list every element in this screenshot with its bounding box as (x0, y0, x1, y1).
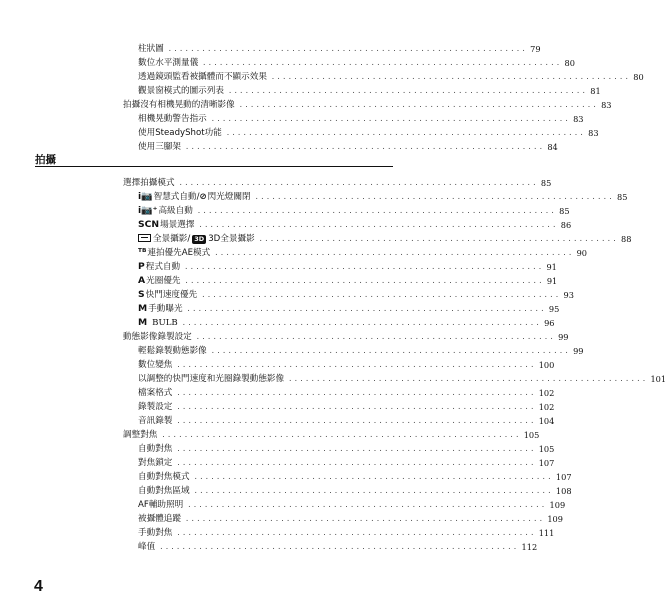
toc-entry-shake-warning[interactable] (138, 110, 584, 124)
toc-entry-page: 107 (555, 472, 572, 482)
toc-entry-label: 數位水平測量儀 (138, 58, 199, 68)
toc-entry-page: 108 (555, 486, 572, 496)
toc-entry-label: 光圈優先 (146, 276, 181, 286)
flash-off-icon: ⊘ (199, 192, 207, 202)
toc-entry-label: 輕鬆錄製動態影像 (138, 346, 207, 356)
leader-dots: ................................................................ (210, 115, 571, 123)
toc-entry-label: 峰值 (138, 542, 156, 552)
toc-entry-autofocus[interactable] (138, 440, 555, 454)
toc-entry-page: 104 (538, 416, 555, 426)
leader-dots: ................................................................ (210, 347, 571, 355)
toc-entry-label: 自動對焦 (138, 444, 173, 454)
manual-mode-icon: M (138, 317, 148, 328)
toc-entry-label: 相機晃動警告指示 (138, 114, 207, 124)
toc-entry-page: 111 (538, 528, 555, 538)
toc-entry-label: 選擇拍攝模式 (123, 178, 175, 188)
leader-dots: ................................................................ (270, 73, 631, 81)
leader-dots: ................................................................ (176, 417, 536, 425)
toc-entry-af-area[interactable] (138, 482, 572, 496)
leader-dots: ................................................................ (193, 487, 553, 495)
toc-entry-manual-exposure[interactable] (138, 300, 560, 314)
leader-dots: ................................................................ (159, 543, 519, 551)
leader-dots: ................................................................ (254, 193, 614, 201)
toc-entry-label: 快門速度優先 (145, 290, 198, 300)
toc-entry-program-auto[interactable] (138, 258, 557, 272)
toc-entry-steadyshot[interactable] (138, 124, 599, 138)
toc-entry-label: AF輔助照明 (138, 500, 184, 510)
toc-entry-label: 場景選擇 (160, 220, 195, 230)
leader-dots: ................................................................ (187, 501, 547, 509)
toc-entry-shutter-priority[interactable] (138, 286, 574, 300)
toc-entry-intelligent-auto[interactable] (138, 188, 628, 202)
toc-entry-digital-level[interactable] (138, 54, 575, 68)
section-divider (35, 166, 393, 167)
toc-entry-page: 88 (621, 234, 632, 244)
toc-entry-page: 85 (559, 206, 570, 216)
toc-entry-file-format[interactable] (138, 384, 555, 398)
toc-entry-page: 105 (523, 430, 540, 440)
toc-entry-label: BULB (152, 318, 178, 328)
toc-entry-bulb[interactable] (138, 314, 555, 328)
toc-entry-manual-focus[interactable] (138, 524, 555, 538)
toc-entry-audio-recording[interactable] (138, 412, 555, 426)
leader-dots: ................................................................ (195, 333, 556, 341)
toc-entry-label: 自動對焦模式 (138, 472, 190, 482)
toc-entry-label: 被攝體追蹤 (138, 514, 181, 524)
leader-dots: ................................................................ (186, 305, 546, 313)
toc-entry-page: 109 (549, 500, 566, 510)
leader-dots: ................................................................ (227, 87, 588, 95)
toc-entry-label: 連拍優先AE模式 (147, 248, 211, 258)
leader-dots: ................................................................ (201, 291, 561, 299)
toc-entry-page: 83 (601, 100, 612, 110)
leader-dots: ................................................................ (258, 235, 618, 243)
toc-entry-tripod[interactable] (138, 138, 558, 152)
toc-entry-label: 透過鏡頭監看被攝體而不顯示效果 (138, 72, 267, 82)
toc-entry-page: 80 (633, 72, 644, 82)
toc-entry-label: 手動對焦 (138, 528, 173, 538)
toc-entry-page: 84 (547, 142, 558, 152)
toc-entry-aperture-priority[interactable] (138, 272, 558, 286)
toc-entry-label: 高級自動 (158, 206, 193, 216)
toc-entry-label: 調整對焦 (123, 430, 158, 440)
toc-entry-af-illuminator[interactable] (138, 496, 566, 510)
toc-entry-label: 手動曝光 (148, 304, 183, 314)
toc-entry-page: 86 (560, 220, 572, 230)
toc-entry-label: 拍攝沒有相機晃動的清晰影像 (123, 100, 235, 110)
toc-entry-focus-lock[interactable] (138, 454, 555, 468)
toc-entry-af-mode[interactable] (138, 468, 572, 482)
toc-entry-label: 對焦鎖定 (138, 458, 173, 468)
toc-entry-page: 83 (573, 114, 584, 124)
toc-entry-page: 105 (538, 444, 555, 454)
toc-entry-continuous-priority[interactable] (138, 244, 587, 258)
leader-dots: ................................................................ (178, 179, 538, 187)
toc-entry-page: 85 (540, 178, 552, 188)
toc-entry-shooting-mode[interactable] (123, 174, 552, 188)
leader-dots: ................................................................ (184, 515, 545, 523)
toc-entry-page: 102 (538, 402, 555, 412)
leader-dots: ................................................................ (176, 445, 536, 453)
toc-entry-page: 83 (588, 128, 599, 138)
toc-entry-adjust-focus[interactable] (123, 426, 540, 440)
toc-entry-page: 91 (546, 276, 558, 286)
toc-entry-label: 智慧式自動/ (153, 192, 200, 202)
3d-panorama-icon: 3D (194, 235, 205, 243)
toc-entry-label: 使用SteadyShot功能 (138, 128, 222, 138)
toc-entry-peaking[interactable] (138, 538, 538, 552)
section-title: 拍攝 (35, 154, 56, 166)
toc-entry-record-setting[interactable] (138, 398, 555, 412)
leader-dots: ................................................................ (225, 129, 586, 137)
leader-dots: ................................................................ (161, 431, 521, 439)
toc-entry-object-tracking[interactable] (138, 510, 563, 524)
leader-dots: ................................................................ (184, 277, 544, 285)
toc-entry-label-2: 3D全景攝影 (208, 234, 255, 244)
toc-entry-label: 錄製設定 (138, 402, 173, 412)
toc-entry-label: 以調整的快門速度和光圈錄製動態影像 (138, 374, 285, 384)
superior-auto-icon: i📷⁺ (138, 205, 158, 216)
leader-dots: ................................................................ (176, 459, 536, 467)
toc-entry-label-2: 閃光燈關閉 (207, 192, 251, 202)
leader-dots: ................................................................ (193, 473, 553, 481)
toc-entry-page: 85 (616, 192, 628, 202)
shutter-mode-icon: S (138, 289, 145, 300)
leader-dots: ................................................................ (238, 101, 599, 109)
toc-entry-page: 91 (546, 262, 557, 272)
toc-entry-superior-auto[interactable] (138, 202, 570, 216)
leader-dots: ................................................................ (181, 319, 542, 327)
toc-entry-label: 觀景窗模式的圖示列表 (138, 86, 224, 96)
intelligent-auto-icon: i📷 (138, 191, 153, 202)
toc-entry-page: 112 (521, 542, 538, 552)
leader-dots: ................................................................ (288, 375, 648, 383)
leader-dots: ................................................................ (184, 263, 544, 271)
toc-entry-sharp-images[interactable] (123, 96, 612, 110)
toc-entry-label: 動態影像錄製設定 (123, 332, 192, 342)
toc-entry-page: 107 (538, 458, 555, 468)
leader-dots: ................................................................ (184, 143, 545, 151)
toc-entry-page: 101 (650, 374, 666, 384)
toc-entry-scene-selection[interactable] (138, 216, 572, 230)
leader-dots: ................................................................ (176, 529, 536, 537)
toc-entry-label: 數位變焦 (138, 360, 173, 370)
toc-entry-page: 109 (547, 514, 563, 524)
leader-dots: ................................................................ (176, 403, 536, 411)
leader-dots: ................................................................ (176, 389, 536, 397)
leader-dots: ................................................................ (176, 361, 536, 369)
page-number: 4 (34, 578, 43, 595)
panorama-icon (138, 234, 151, 242)
toc-entry-label: 程式自動 (145, 262, 181, 272)
toc-entry-page: 95 (548, 304, 560, 314)
toc-entry-label: 使用三腳架 (138, 142, 181, 152)
scn-icon: SCN (138, 219, 160, 230)
toc-entry-page: 90 (576, 248, 587, 258)
toc-entry-page: 81 (590, 86, 601, 96)
toc-entry-page: 102 (538, 388, 555, 398)
toc-entry-live-view[interactable] (138, 68, 644, 82)
leader-dots: ................................................................ (196, 207, 557, 215)
toc-entry-histogram[interactable] (138, 40, 541, 54)
toc-entry-digital-zoom[interactable] (138, 356, 555, 370)
leader-dots: ................................................................ (202, 59, 562, 67)
toc-entry-adjusted-shutter-movie[interactable] (138, 370, 666, 384)
leader-dots: ................................................................ (198, 221, 558, 229)
toc-entry-page: 100 (538, 360, 555, 370)
toc-entry-label: 自動對焦區域 (138, 486, 190, 496)
toc-entry-panorama[interactable] (138, 230, 632, 244)
program-mode-icon: P (138, 261, 145, 272)
toc-entry-page: 96 (544, 318, 555, 328)
leader-dots: ................................................................ (214, 249, 574, 257)
aperture-mode-icon: A (138, 275, 146, 286)
manual-mode-icon: M (138, 303, 148, 314)
toc-entry-viewfinder-icons[interactable] (138, 82, 601, 96)
toc-entry-easy-movie[interactable] (138, 342, 584, 356)
continuous-priority-icon: ᵀᴮ (138, 247, 147, 258)
toc-entry-page: 99 (558, 332, 569, 342)
toc-entry-movie-settings[interactable] (123, 328, 569, 342)
toc-entry-label: 柱狀圖 (138, 44, 164, 54)
toc-entry-label: 音訊錄製 (138, 416, 173, 426)
toc-entry-page: 99 (573, 346, 584, 356)
toc-entry-page: 79 (530, 44, 541, 54)
toc-entry-page: 93 (563, 290, 574, 300)
toc-entry-label: 全景攝影/ (153, 234, 191, 244)
toc-entry-label: 檔案格式 (138, 388, 173, 398)
toc-entry-page: 80 (564, 58, 575, 68)
leader-dots: ................................................................ (167, 45, 528, 53)
